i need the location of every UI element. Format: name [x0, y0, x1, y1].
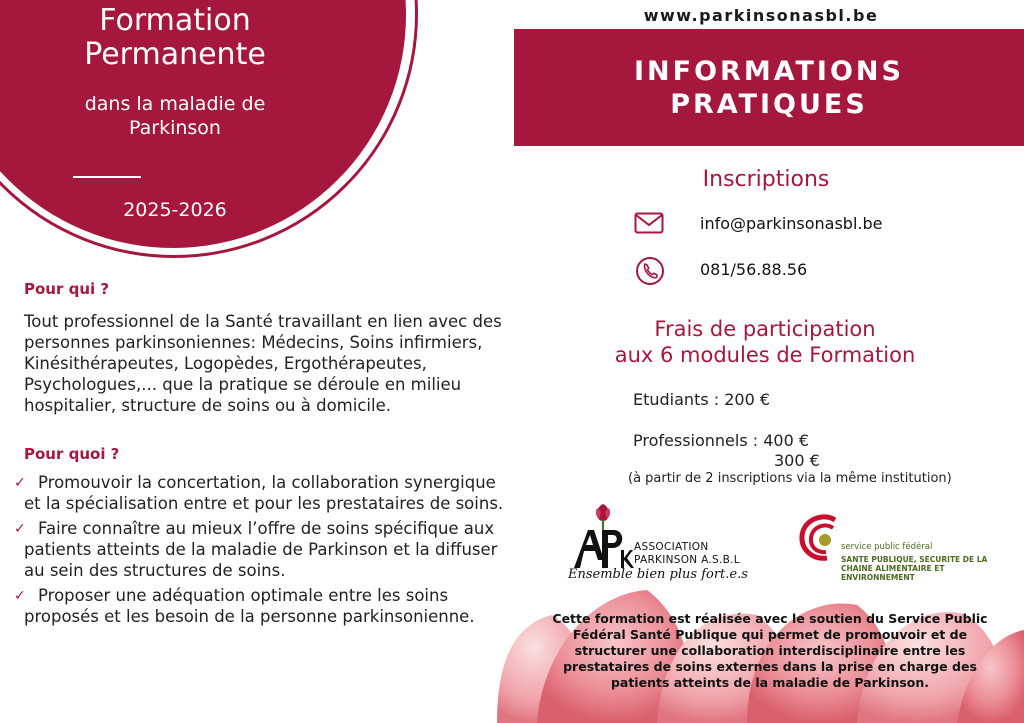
checkmark-icon: ✓	[14, 521, 26, 537]
fees-heading-line-1: Frais de participation	[654, 317, 876, 341]
email-link[interactable]: info@parkinsonasbl.be	[700, 214, 883, 233]
apk-name-label: PARKINSON A.S.B.L	[634, 554, 740, 566]
spf-department: SANTE PUBLIQUE, SECURITE DE LA CHAINE ALIMENTAIRE ET ENVIRONNEMENT	[841, 555, 988, 582]
goal-item	[14, 518, 504, 581]
banner-line-1: INFORMATIONS	[634, 56, 904, 87]
goal-text: Faire connaître au mieux l’offre de soins spécifique aux patients atteints de la maladie de Parkinson et la diffuser au sein des structures de soins.	[24, 519, 498, 580]
goal-item	[14, 585, 504, 627]
phone-number[interactable]: 081/56.88.56	[700, 260, 808, 279]
fee-professionals: Professionnels : 400 €	[633, 431, 810, 450]
banner-line-2: PRATIQUES	[670, 89, 868, 120]
inscriptions-heading: Inscriptions	[702, 167, 830, 192]
apk-motto: Ensemble bien plus fort.e.s	[568, 567, 748, 582]
audience-heading: Pour qui ?	[24, 280, 110, 298]
fee-note: (à partir de 2 inscriptions via la même institution)	[628, 471, 952, 486]
goal-text: Promouvoir la concertation, la collaboration synergique et la spécialisation entre et pour les prestataires de soins.	[24, 473, 504, 513]
academic-year: 2025-2026	[123, 199, 227, 221]
envelope-icon	[634, 212, 664, 234]
checkmark-icon: ✓	[14, 475, 26, 491]
checkmark-icon: ✓	[14, 588, 26, 604]
website-link[interactable]: www.parkinsonasbl.be	[643, 6, 879, 25]
spf-name: service public fédéral	[841, 542, 933, 552]
page-title: Formation Permanente	[84, 3, 266, 72]
phone-icon	[635, 256, 665, 286]
fees-heading-line-2: aux 6 modules de Formation	[614, 343, 916, 367]
fee-professionals-group: 300 €	[774, 451, 820, 470]
info-banner	[514, 29, 1024, 146]
title-divider	[73, 176, 141, 178]
goal-text: Proposer une adéquation optimale entre les soins proposés et les besoin de la personne parkinsonienne.	[24, 586, 475, 626]
goals-list	[14, 472, 504, 631]
goal-item	[14, 472, 504, 514]
spf-logo	[799, 514, 841, 562]
page-subtitle: dans la maladie de Parkinson	[84, 93, 266, 139]
fees-heading	[565, 316, 965, 368]
banner-title	[514, 55, 1024, 121]
goals-heading: Pour quoi ?	[24, 445, 120, 463]
fee-students: Etudiants : 200 €	[633, 390, 771, 409]
apk-association-label: ASSOCIATION	[634, 541, 709, 553]
audience-text: Tout professionnel de la Santé travaillant en lien avec des personnes parkinsoniennes: Médecins, Soins infirmiers, Kinésithérapeutes, Logopèdes, Ergothérapeutes, Psychologues,... que la pratique se déroule en milieu hospitalier, structure de soins ou à domicile.	[24, 312, 502, 415]
support-statement: Cette formation est réalisée avec le soutien du Service Public Fédéral Santé Publique qui permet de promouvoir et de structurer une collaboration interdisciplinaire entre les prestataires de soins externes dans la prise en charge des patients atteints de la maladie de Parkinson.	[552, 611, 988, 690]
